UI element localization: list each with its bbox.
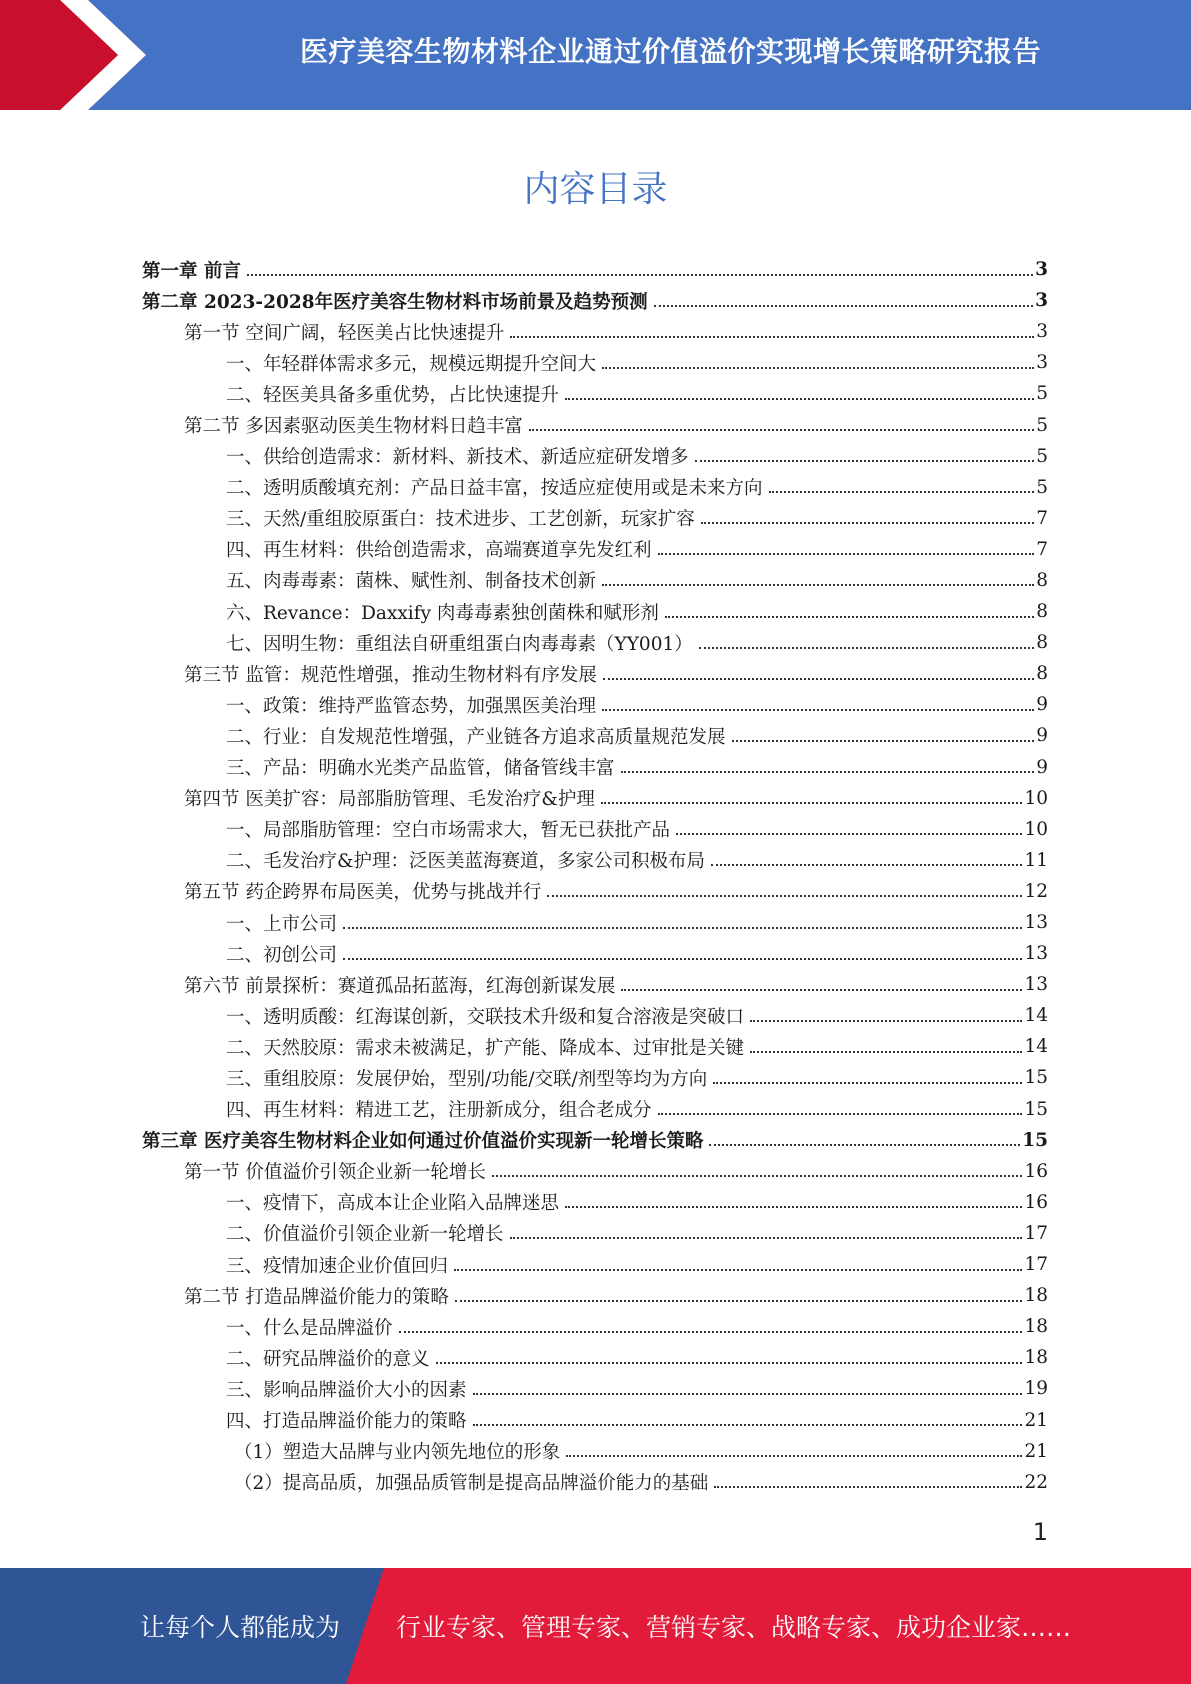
toc-entry-title: 三、疫情加速企业价值回归 <box>226 1255 449 1277</box>
toc-dot-leader <box>750 1051 1022 1053</box>
toc-entry-title: （2）提高品质，加强品质管制是提高品牌溢价能力的基础 <box>234 1473 709 1495</box>
footer-banner <box>0 1568 1191 1684</box>
toc-entry-page: 18 <box>1024 1347 1048 1369</box>
toc-entry-page: 3 <box>1035 259 1048 281</box>
toc-entry-page: 17 <box>1024 1222 1048 1244</box>
toc-entry-page: 5 <box>1036 445 1048 467</box>
toc-entry[interactable] <box>142 565 1048 596</box>
toc-entry[interactable] <box>142 316 1048 347</box>
toc-entry-page: 15 <box>1022 1129 1048 1151</box>
toc-dot-leader <box>565 1206 1022 1208</box>
toc-entry-title: 四、再生材料：精进工艺，注册新成分，组合老成分 <box>226 1100 652 1122</box>
toc-entry-title: 一、供给创造需求：新材料、新技术、新适应症研发增多 <box>226 447 689 469</box>
toc-entry[interactable] <box>142 1280 1048 1311</box>
toc-dot-leader <box>455 1300 1023 1302</box>
toc-entry-page: 5 <box>1036 383 1048 405</box>
toc-entry-title: 一、政策：维持严监管态势，加强黑医美治理 <box>226 695 597 717</box>
toc-dot-leader <box>247 274 1033 276</box>
toc-dot-leader <box>621 771 1035 773</box>
toc-dot-leader <box>436 1362 1023 1364</box>
toc-dot-leader <box>658 553 1035 555</box>
toc-entry[interactable] <box>142 752 1048 783</box>
toc-entry-title: 四、再生材料：供给创造需求，高端赛道享先发红利 <box>226 540 652 562</box>
toc-entry[interactable] <box>142 876 1048 907</box>
toc-entry[interactable] <box>142 1311 1048 1342</box>
toc-entry-title: 二、初创公司 <box>226 944 338 966</box>
toc-entry-page: 19 <box>1024 1378 1048 1400</box>
toc-dot-leader <box>713 1082 1022 1084</box>
toc-entry-page: 5 <box>1036 476 1048 498</box>
toc-entry-page: 16 <box>1024 1160 1048 1182</box>
toc-entry[interactable] <box>142 1436 1048 1467</box>
toc-entry[interactable] <box>142 1404 1048 1435</box>
toc-entry-title: 四、打造品牌溢价能力的策略 <box>226 1411 467 1433</box>
toc-entry-title: 一、局部脂肪管理：空白市场需求大，暂无已获批产品 <box>226 820 671 842</box>
toc-entry[interactable] <box>142 1373 1048 1404</box>
page-number: 1 <box>1032 1518 1048 1546</box>
toc-entry-title: 二、价值溢价引领企业新一轮增长 <box>226 1224 504 1246</box>
toc-entry-page: 14 <box>1024 1036 1048 1058</box>
toc-entry[interactable] <box>142 845 1048 876</box>
toc-entry-title: 一、透明质酸：红海谋创新，交联技术升级和复合溶液是突破口 <box>226 1006 745 1028</box>
toc-entry-page: 11 <box>1024 849 1048 871</box>
table-of-contents <box>142 254 1048 1498</box>
toc-entry[interactable] <box>142 720 1048 751</box>
toc-dot-leader <box>699 647 1034 649</box>
toc-dot-leader <box>709 1144 1020 1146</box>
toc-entry-page: 21 <box>1024 1409 1048 1431</box>
toc-dot-leader <box>343 958 1022 960</box>
toc-entry-page: 12 <box>1024 880 1048 902</box>
toc-entry[interactable] <box>142 689 1048 720</box>
toc-entry[interactable] <box>142 938 1048 969</box>
toc-entry[interactable] <box>142 1031 1048 1062</box>
toc-entry[interactable] <box>142 1062 1048 1093</box>
toc-entry[interactable] <box>142 907 1048 938</box>
toc-entry[interactable] <box>142 627 1048 658</box>
toc-entry[interactable] <box>142 1467 1048 1498</box>
toc-dot-leader <box>492 1175 1023 1177</box>
toc-entry-title: 第四节 医美扩容：局部脂肪管理、毛发治疗&护理 <box>184 789 595 811</box>
toc-entry-page: 21 <box>1024 1440 1048 1462</box>
toc-entry-title: 七、因明生物：重组法自研重组蛋白肉毒毒素（YY001） <box>226 633 693 655</box>
toc-entry[interactable] <box>142 534 1048 565</box>
toc-entry-page: 17 <box>1024 1254 1048 1276</box>
toc-entry-page: 7 <box>1036 507 1048 529</box>
toc-entry-title: 第一节 空间广阔，轻医美占比快速提升 <box>184 322 505 344</box>
toc-entry-page: 13 <box>1024 974 1048 996</box>
toc-entry-page: 13 <box>1024 943 1048 965</box>
toc-dot-leader <box>658 1113 1023 1115</box>
toc-dot-leader <box>601 802 1023 804</box>
toc-entry[interactable] <box>142 472 1048 503</box>
toc-entry-page: 5 <box>1036 414 1048 436</box>
toc-entry[interactable] <box>142 1187 1048 1218</box>
toc-entry-title: 三、重组胶原：发展伊始，型别/功能/交联/剂型等均为方向 <box>226 1068 708 1090</box>
toc-dot-leader <box>732 740 1035 742</box>
toc-entry-title: 第三章 医疗美容生物材料企业如何通过价值溢价实现新一轮增长策略 <box>142 1131 704 1153</box>
toc-dot-leader <box>750 1020 1022 1022</box>
toc-entry[interactable] <box>142 1342 1048 1373</box>
toc-dot-leader <box>695 460 1035 462</box>
toc-dot-leader <box>473 1393 1023 1395</box>
toc-entry[interactable] <box>142 969 1048 1000</box>
toc-dot-leader <box>602 367 1034 369</box>
toc-entry-page: 8 <box>1036 632 1048 654</box>
toc-dot-leader <box>454 1269 1022 1271</box>
toc-entry[interactable] <box>142 409 1048 440</box>
toc-entry-page: 15 <box>1024 1098 1048 1120</box>
toc-dot-leader <box>602 709 1034 711</box>
toc-entry[interactable] <box>142 254 1048 285</box>
toc-dot-leader <box>769 491 1035 493</box>
toc-entry-page: 18 <box>1024 1316 1048 1338</box>
toc-entry[interactable] <box>142 285 1048 316</box>
toc-entry-title: 二、天然胶原：需求未被满足，扩产能、降成本、过审批是关键 <box>226 1037 745 1059</box>
toc-dot-leader <box>510 1237 1023 1239</box>
toc-entry[interactable] <box>142 503 1048 534</box>
toc-entry[interactable] <box>142 347 1048 378</box>
toc-entry-title: 二、透明质酸填充剂：产品日益丰富，按适应症使用或是未来方向 <box>226 478 763 500</box>
toc-entry[interactable] <box>142 1094 1048 1125</box>
toc-dot-leader <box>343 927 1022 929</box>
toc-dot-leader <box>473 1424 1023 1426</box>
toc-entry-title: 一、上市公司 <box>226 913 338 935</box>
toc-entry[interactable] <box>142 783 1048 814</box>
toc-dot-leader <box>701 522 1034 524</box>
toc-entry-page: 9 <box>1036 725 1048 747</box>
toc-heading: 内容目录 <box>523 169 668 210</box>
toc-entry[interactable] <box>142 596 1048 627</box>
toc-entry-page: 14 <box>1024 1005 1048 1027</box>
toc-entry[interactable] <box>142 658 1048 689</box>
toc-entry-page: 10 <box>1024 818 1048 840</box>
toc-dot-leader <box>711 864 1022 866</box>
toc-entry[interactable] <box>142 441 1048 472</box>
toc-dot-leader <box>510 336 1034 338</box>
toc-entry-title: 第一章 前言 <box>142 260 241 282</box>
toc-entry-page: 8 <box>1036 663 1048 685</box>
toc-entry-page: 13 <box>1024 912 1048 934</box>
toc-entry-page: 18 <box>1024 1285 1048 1307</box>
toc-entry-title: 三、影响品牌溢价大小的因素 <box>226 1379 467 1401</box>
toc-entry-title: 二、毛发治疗&护理：泛医美蓝海赛道，多家公司积极布局 <box>226 851 705 873</box>
toc-entry[interactable] <box>142 814 1048 845</box>
toc-entry-page: 3 <box>1036 321 1048 343</box>
toc-entry[interactable] <box>142 1218 1048 1249</box>
toc-dot-leader <box>602 584 1034 586</box>
toc-entry-title: 二、行业：自发规范性增强，产业链各方追求高质量规范发展 <box>226 726 726 748</box>
toc-entry-page: 22 <box>1024 1471 1048 1493</box>
toc-entry[interactable] <box>142 1156 1048 1187</box>
report-header <box>0 0 1191 110</box>
toc-entry-title: 二、研究品牌溢价的意义 <box>226 1348 430 1370</box>
toc-entry-title: 五、肉毒毒素：菌株、赋性剂、制备技术创新 <box>226 571 597 593</box>
toc-entry-title: 第三节 监管：规范性增强，推动生物材料有序发展 <box>184 664 597 686</box>
toc-entry-title: 二、轻医美具备多重优势，占比快速提升 <box>226 384 560 406</box>
toc-dot-leader <box>547 895 1022 897</box>
toc-entry-title: 第二章 2023-2028年医疗美容生物材料市场前景及趋势预测 <box>142 291 648 313</box>
toc-entry-title: 第五节 药企跨界布局医美，优势与挑战并行 <box>184 882 542 904</box>
toc-entry-title: 第一节 价值溢价引领企业新一轮增长 <box>184 1162 486 1184</box>
toc-dot-leader <box>676 833 1022 835</box>
toc-entry[interactable] <box>142 1249 1048 1280</box>
toc-entry-page: 9 <box>1036 756 1048 778</box>
toc-entry-title: 六、Revance：Daxxify 肉毒毒素独创菌株和赋形剂 <box>226 602 659 624</box>
toc-entry-page: 8 <box>1036 601 1048 623</box>
toc-entry[interactable] <box>142 1125 1048 1156</box>
toc-entry-page: 9 <box>1036 694 1048 716</box>
toc-entry-page: 10 <box>1024 787 1048 809</box>
toc-entry-title: （1）塑造大品牌与业内领先地位的形象 <box>234 1442 561 1464</box>
footer-slogan-left: 让每个人都能成为 <box>140 1613 341 1642</box>
toc-dot-leader <box>399 1331 1023 1333</box>
toc-entry-title: 一、年轻群体需求多元，规模远期提升空间大 <box>226 353 597 375</box>
footer-slogan-right: 行业专家、管理专家、营销专家、战略专家、成功企业家…… <box>396 1613 1072 1642</box>
toc-entry-title: 三、产品：明确水光类产品监管，储备管线丰富 <box>226 758 615 780</box>
toc-entry-title: 三、天然/重组胶原蛋白：技术进步、工艺创新，玩家扩容 <box>226 509 695 531</box>
toc-entry-page: 3 <box>1035 290 1048 312</box>
toc-entry[interactable] <box>142 378 1048 409</box>
toc-entry-title: 第二节 打造品牌溢价能力的策略 <box>184 1286 449 1308</box>
toc-entry-title: 一、什么是品牌溢价 <box>226 1317 393 1339</box>
toc-dot-leader <box>565 398 1034 400</box>
toc-dot-leader <box>665 616 1034 618</box>
toc-dot-leader <box>566 1455 1022 1457</box>
toc-entry-page: 3 <box>1036 352 1048 374</box>
toc-entry-title: 一、疫情下，高成本让企业陷入品牌迷思 <box>226 1193 560 1215</box>
report-title: 医疗美容生物材料企业通过价值溢价实现增长策略研究报告 <box>299 35 1041 68</box>
toc-entry[interactable] <box>142 1000 1048 1031</box>
toc-entry-title: 第二节 多因素驱动医美生物材料日趋丰富 <box>184 416 523 438</box>
toc-dot-leader <box>714 1486 1022 1488</box>
toc-dot-leader <box>603 678 1034 680</box>
toc-entry-page: 16 <box>1024 1191 1048 1213</box>
toc-entry-title: 第六节 前景探析：赛道孤品拓蓝海，红海创新谋发展 <box>184 975 616 997</box>
toc-entry-page: 7 <box>1036 538 1048 560</box>
header-chevron-decoration <box>0 0 150 110</box>
toc-entry-page: 15 <box>1024 1067 1048 1089</box>
toc-dot-leader <box>654 305 1034 307</box>
toc-dot-leader <box>529 429 1034 431</box>
toc-entry-page: 8 <box>1036 569 1048 591</box>
toc-dot-leader <box>621 989 1022 991</box>
